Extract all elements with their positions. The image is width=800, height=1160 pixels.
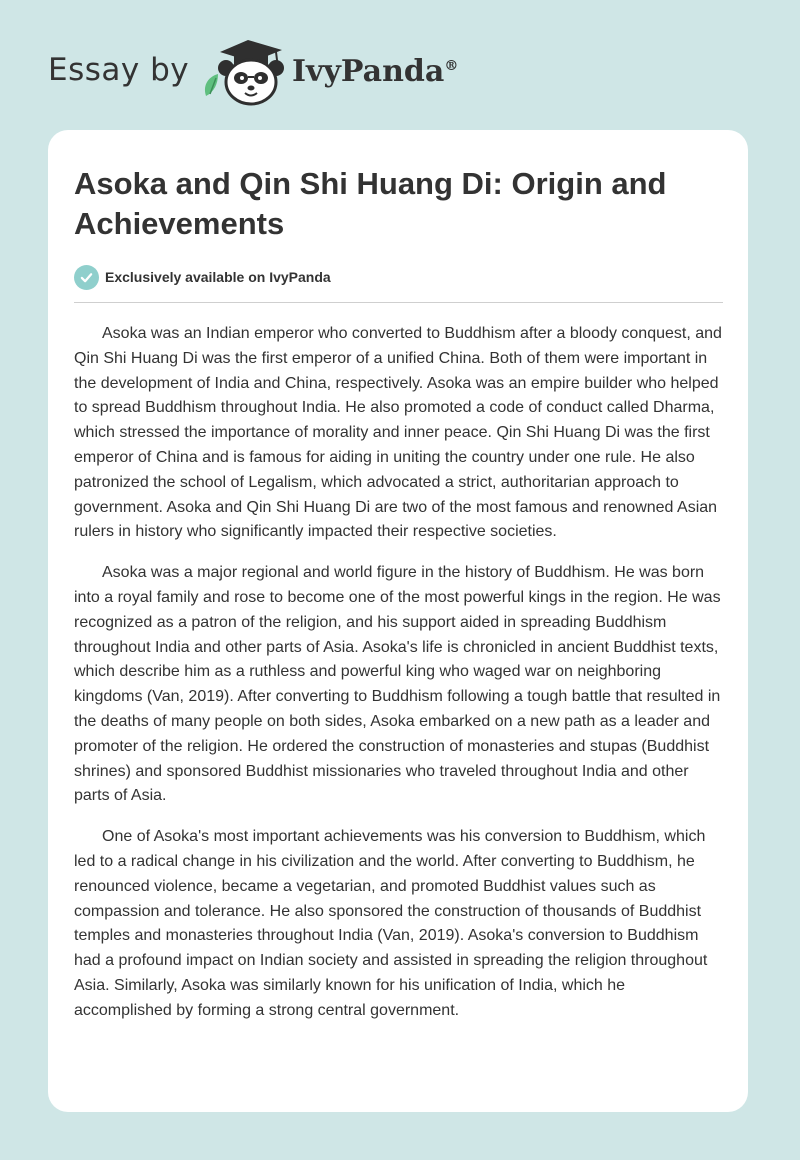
brand-prefix: Essay by (48, 52, 190, 88)
paragraph: Asoka was a major regional and world figure in the history of Buddhism. He was born into a royal family and rose to become one of the most powerful kings in the region. He was recognized as a patron of the religion, and his support aided in spreading Buddhism throughout India and other parts of Asia. Asoka's life is chronicled in ancient Buddhist texts, which describe him as a ruthless and powerful king who waged war on neighboring kingdoms (Van, 2019). After converting to Buddhism following a tough battle that resulted in the deaths of many people on both sides, Asoka embarked on a new path as a leader and promoter of the religion. He ordered the construction of monasteries and stupas (Buddhist shrines) and sponsored Buddhist missionaries who traveled throughout India and other parts of Asia. (74, 564, 721, 805)
brand-header[interactable] (48, 32, 488, 112)
check-circle-icon (74, 265, 99, 290)
paragraph: One of Asoka's most important achievements was his conversion to Buddhism, which led to a radical change in his civilization and the world. After converting to Buddhism, he renounced violence, became a vegetarian, and promoted Buddhist values such as compassion and tolerance. He also sponsored the construction of thousands of Buddhist temples and monasteries throughout India (Van, 2019). Asoka's conversion to Buddhism had a profound impact on Indian society and assisted in spreading the religion throughout Asia. Similarly, Asoka was similarly known for his unification of India, which he accomplished by forming a strong central government. (74, 828, 708, 1019)
divider (74, 302, 723, 303)
essay-title: Asoka and Qin Shi Huang Di: Origin and Achievements (74, 166, 667, 241)
essay-card (48, 130, 748, 1112)
brand-name-text: IvyPanda (292, 54, 445, 89)
registered-mark: ® (444, 58, 459, 74)
panda-logo-icon (200, 36, 290, 108)
exclusive-badge (74, 264, 331, 290)
paragraph: Asoka was an Indian emperor who converted to Buddhism after a bloody conquest, and Qin Shi Huang Di was the first emperor of a unified China. Both of them were important in the development of India and China, respectively. Asoka was an empire builder who helped to spread Buddhism throughout India. He also promoted a code of conduct called Dharma, which stressed the importance of morality and inner peace. Qin Shi Huang Di was the first emperor of China and is famous for aiding in uniting the country under one rule. He also patronized the school of Legalism, which advocated a strict, authoritarian approach to government. Asoka and Qin Shi Huang Di are two of the most famous and renowned Asian rulers in history who significantly impacted their respective societies. (74, 325, 722, 541)
brand-name (292, 54, 458, 89)
exclusive-label: Exclusively available on IvyPanda (105, 269, 331, 285)
essay-body (74, 322, 726, 1040)
